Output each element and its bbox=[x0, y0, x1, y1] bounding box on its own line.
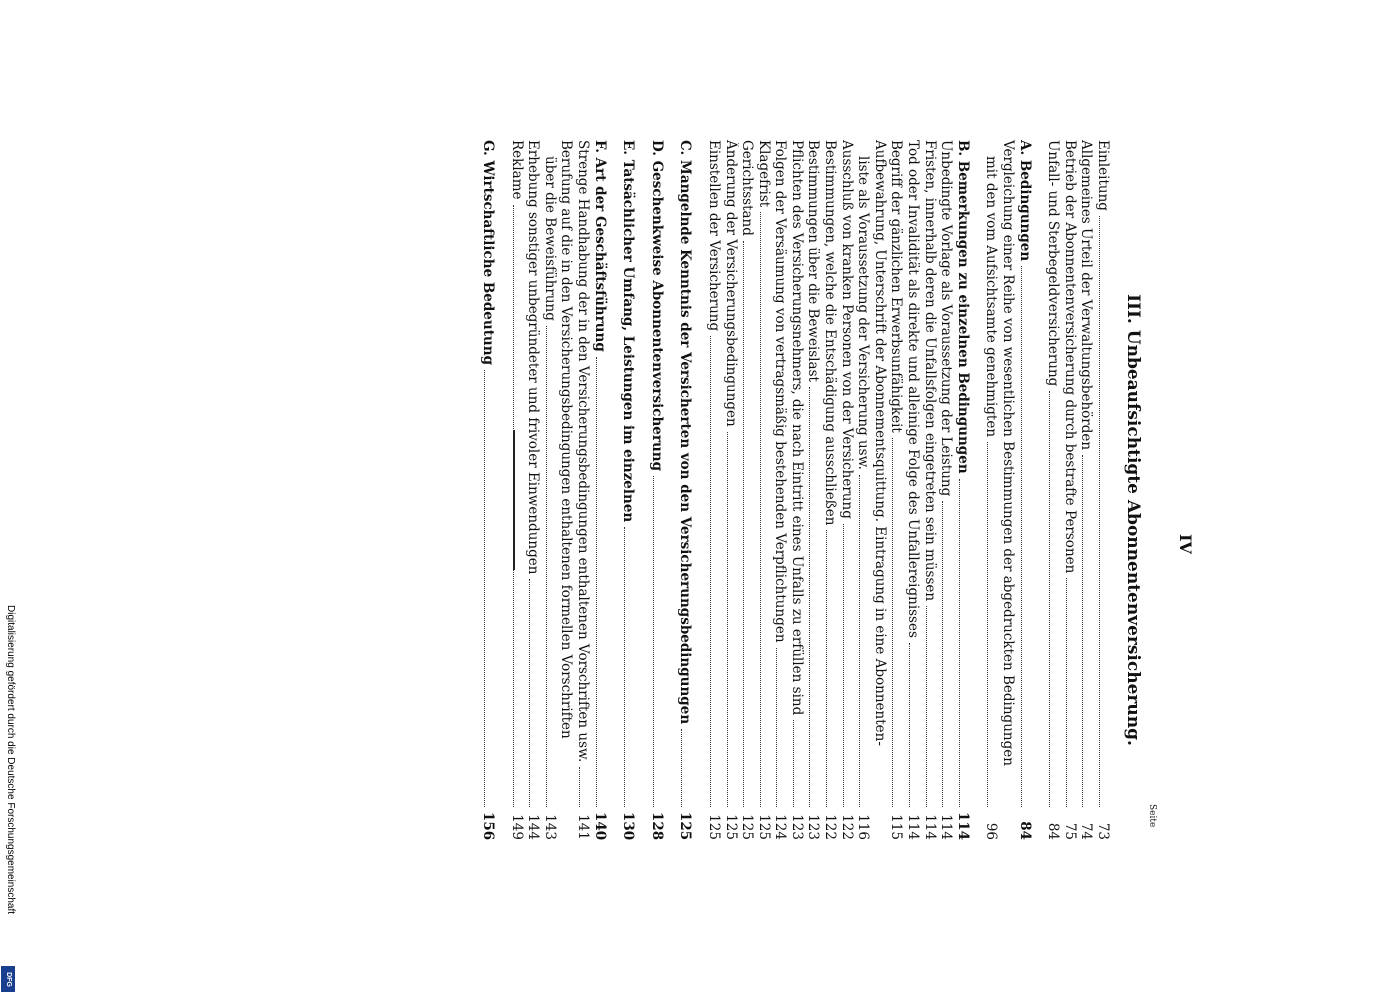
toc-entry bbox=[1061, 140, 1078, 840]
toc-entry-title: Folgen der Versäumung von vertragsmäßig bestehenden Verpflichtungen bbox=[772, 140, 789, 643]
leader-dots bbox=[959, 479, 960, 807]
toc-entry-title: Änderung der Versicherungsbedingungen bbox=[722, 140, 739, 427]
toc-entry bbox=[1045, 140, 1062, 840]
toc-page-number: 115 bbox=[888, 814, 905, 840]
leader-dots bbox=[710, 336, 711, 807]
leader-dots bbox=[624, 527, 625, 807]
toc-entry-title: Einstellen der Versicherung bbox=[705, 140, 722, 332]
toc-page-number: 122 bbox=[838, 814, 855, 840]
toc-page-number: 123 bbox=[805, 814, 822, 840]
toc-page-number: 125 bbox=[677, 812, 694, 841]
leader-dots bbox=[793, 720, 794, 807]
toc-entry-title: Ausschluß von kranken Personen von der Versicherung bbox=[838, 140, 855, 519]
toc-entry-title: Bestimmungen, welche die Entschädigung ausschließen bbox=[822, 140, 839, 526]
toc-entry-title: Erhebung sonstiger unbegründeter und frivoler Einwendungen bbox=[525, 140, 542, 575]
leader-dots bbox=[926, 606, 927, 807]
leader-dots bbox=[1021, 266, 1022, 807]
toc-entry bbox=[1094, 140, 1111, 840]
leader-dots bbox=[653, 476, 654, 807]
toc-page-number: 143 bbox=[541, 814, 558, 840]
toc-entry bbox=[921, 140, 938, 840]
toc-entry bbox=[838, 140, 855, 840]
toc-entry-title: Aufbewahrung, Unterschrift der Abonnementsquittung. Eintragung in eine Abonnenten- bbox=[871, 140, 888, 746]
toc-entry-title: G. Wirtschaftliche Bedeutung bbox=[480, 140, 496, 366]
toc-entry bbox=[739, 140, 756, 840]
toc-page-number: 141 bbox=[574, 814, 591, 840]
leader-dots bbox=[1066, 578, 1067, 807]
toc-section-entry bbox=[591, 140, 608, 840]
toc-entry-title: C. Mangelnde Kenntnis der Versicherten von den Versicherungsbedingungen bbox=[677, 140, 694, 725]
toc-entry bbox=[705, 140, 722, 840]
toc-entry-title: D. Geschenkweise Abonnentenversicherung bbox=[648, 140, 665, 472]
toc-entry-title: Pflichten des Versicherungsnehmers, die nach Eintritt eines Unfalls zu erfüllen sind bbox=[788, 140, 805, 716]
toc-section-entry bbox=[677, 140, 694, 840]
toc-entry-continuation bbox=[541, 140, 558, 840]
toc-page-number: 125 bbox=[722, 814, 739, 840]
dfg-logo: DFG bbox=[1, 966, 15, 992]
leader-dots bbox=[826, 530, 827, 807]
toc-entry bbox=[904, 140, 921, 840]
leader-dots bbox=[909, 643, 910, 807]
leader-dots bbox=[579, 767, 580, 807]
leader-dots bbox=[1082, 455, 1083, 807]
toc-entry-title: B. Bemerkungen zu einzelnen Bedingungen bbox=[954, 140, 971, 474]
digitization-credit: Digitalisierung gefördert durch die Deutsche Forschungsgemeinschaft bbox=[5, 605, 16, 915]
toc-entry-title: Unfall- und Sterbegeldversicherung bbox=[1045, 140, 1062, 387]
toc-entry-title: Fristen, innerhalb deren die Unfallsfolgen eingetreten sein müssen bbox=[921, 140, 938, 602]
toc-entry-continuation bbox=[855, 140, 872, 840]
toc-entry bbox=[871, 140, 888, 840]
leader-dots bbox=[760, 212, 761, 807]
document-page bbox=[355, 140, 1195, 860]
toc-entry-title: Vergleichung einer Reihe von wesentlichen Bestimmungen der abgedruckten Bedingungen bbox=[1000, 140, 1017, 766]
toc-page-number: 128 bbox=[648, 812, 665, 841]
toc-entry-title-continued: liste als Voraussetzung der Versicherung usw. bbox=[855, 156, 872, 470]
leader-dots bbox=[743, 241, 744, 807]
toc-entry-title: Unbedingte Vorlage als Voraussetzung der Leistung bbox=[938, 140, 955, 497]
leader-dots bbox=[859, 475, 860, 807]
leader-dots bbox=[484, 370, 485, 807]
toc-page-number: 114 bbox=[905, 814, 922, 840]
toc-entry bbox=[755, 140, 772, 840]
toc-entry-title-continued: über die Beweisführung bbox=[541, 156, 558, 321]
table-of-contents bbox=[479, 140, 1111, 840]
toc-page-number: 114 bbox=[921, 814, 938, 840]
toc-entry-title: Einleitung bbox=[1095, 140, 1111, 211]
toc-entry bbox=[508, 140, 525, 840]
toc-entry-title: Allgemeines Urteil der Verwaltungsbehörden bbox=[1078, 140, 1095, 451]
toc-page-number: 114 bbox=[938, 814, 955, 840]
toc-page-number: 75 bbox=[1061, 822, 1078, 840]
seite-label: Seite bbox=[1147, 804, 1157, 828]
toc-section-entry bbox=[620, 140, 637, 840]
toc-page-number: 114 bbox=[954, 812, 971, 841]
leader-dots bbox=[596, 357, 597, 807]
toc-entry-title: Tod oder Invalidität als direkte und alleinige Folge des Unfallereignisses bbox=[905, 140, 922, 638]
toc-entry-title: F. Art der Geschäftsführung bbox=[591, 140, 608, 352]
toc-section-entry bbox=[1016, 140, 1033, 840]
toc-page-number: 122 bbox=[822, 814, 839, 840]
toc-entry-title: Reklame bbox=[508, 140, 525, 200]
toc-entry bbox=[1078, 140, 1095, 840]
toc-section-entry bbox=[479, 140, 496, 840]
toc-entry-title: Klagefrist bbox=[755, 140, 772, 208]
toc-page-number: 144 bbox=[525, 814, 542, 840]
toc-entry bbox=[574, 140, 591, 840]
toc-page-number: 125 bbox=[739, 814, 756, 840]
leader-dots bbox=[529, 579, 530, 807]
toc-entry bbox=[558, 140, 575, 840]
toc-page-number: 84 bbox=[1016, 821, 1033, 840]
toc-entry-title: Bestimmungen über die Beweislast bbox=[805, 140, 822, 382]
leader-dots bbox=[942, 501, 943, 807]
toc-entry-title: Gerichtsstand bbox=[739, 140, 756, 236]
leader-dots bbox=[1099, 216, 1100, 807]
section-heading: III. Unbeaufsichtigte Abonnentenversicherung. bbox=[1123, 294, 1143, 746]
toc-entry bbox=[722, 140, 739, 840]
toc-section-entry bbox=[954, 140, 971, 840]
toc-entry-title: Berufung auf die in den Versicherungsbedingungen enthaltenen formellen Vorschriften bbox=[558, 140, 575, 739]
page-number: IV bbox=[1176, 534, 1195, 554]
end-rule bbox=[513, 430, 515, 570]
leader-dots bbox=[892, 438, 893, 807]
toc-entry bbox=[788, 140, 805, 840]
leader-dots bbox=[681, 729, 682, 807]
toc-page-number: 130 bbox=[620, 812, 637, 841]
toc-entry bbox=[525, 140, 542, 840]
toc-entry bbox=[999, 140, 1016, 840]
toc-entry-continuation bbox=[983, 140, 1000, 840]
toc-page-number: 125 bbox=[755, 814, 772, 840]
toc-page-number: 116 bbox=[855, 814, 872, 840]
toc-entry bbox=[772, 140, 789, 840]
toc-page-number: 156 bbox=[480, 812, 496, 841]
toc-entry-title: Strenge Handhabung der in den Versicherungsbedingungen enthaltenen Vorschriften usw. bbox=[574, 140, 591, 763]
toc-section-entry bbox=[648, 140, 665, 840]
toc-page-number: 123 bbox=[788, 814, 805, 840]
leader-dots bbox=[810, 387, 811, 807]
toc-entry bbox=[822, 140, 839, 840]
toc-entry-title: Betrieb der Abonnentenversicherung durch bestrafte Personen bbox=[1061, 140, 1078, 574]
toc-page-number: 124 bbox=[772, 814, 789, 840]
toc-page-number: 96 bbox=[983, 822, 1000, 840]
digitization-sidebar bbox=[0, 0, 20, 1000]
toc-page-number: 74 bbox=[1078, 822, 1095, 840]
leader-dots bbox=[987, 442, 988, 807]
toc-entry-title: E. Tatsächlicher Umfang, Leistungen im einzelnen bbox=[620, 140, 637, 523]
toc-entry-title-continued: mit den vom Aufsichtsamte genehmigten bbox=[983, 156, 1000, 438]
leader-dots bbox=[546, 326, 547, 807]
toc-entry bbox=[805, 140, 822, 840]
toc-entry bbox=[888, 140, 905, 840]
toc-page-number: 84 bbox=[1045, 822, 1062, 840]
toc-page-number: 73 bbox=[1095, 822, 1111, 840]
leader-dots bbox=[727, 432, 728, 807]
leader-dots bbox=[843, 524, 844, 807]
toc-entry bbox=[938, 140, 955, 840]
toc-entry-title: A. Bedingungen bbox=[1016, 140, 1033, 262]
toc-page-number: 125 bbox=[705, 814, 722, 840]
leader-dots bbox=[1049, 391, 1050, 807]
leader-dots bbox=[776, 648, 777, 807]
toc-page-number: 140 bbox=[591, 812, 608, 841]
toc-entry-title: Begriff der gänzlichen Erwerbsunfähigkeit bbox=[888, 140, 905, 433]
toc-page-number: 149 bbox=[508, 814, 525, 840]
